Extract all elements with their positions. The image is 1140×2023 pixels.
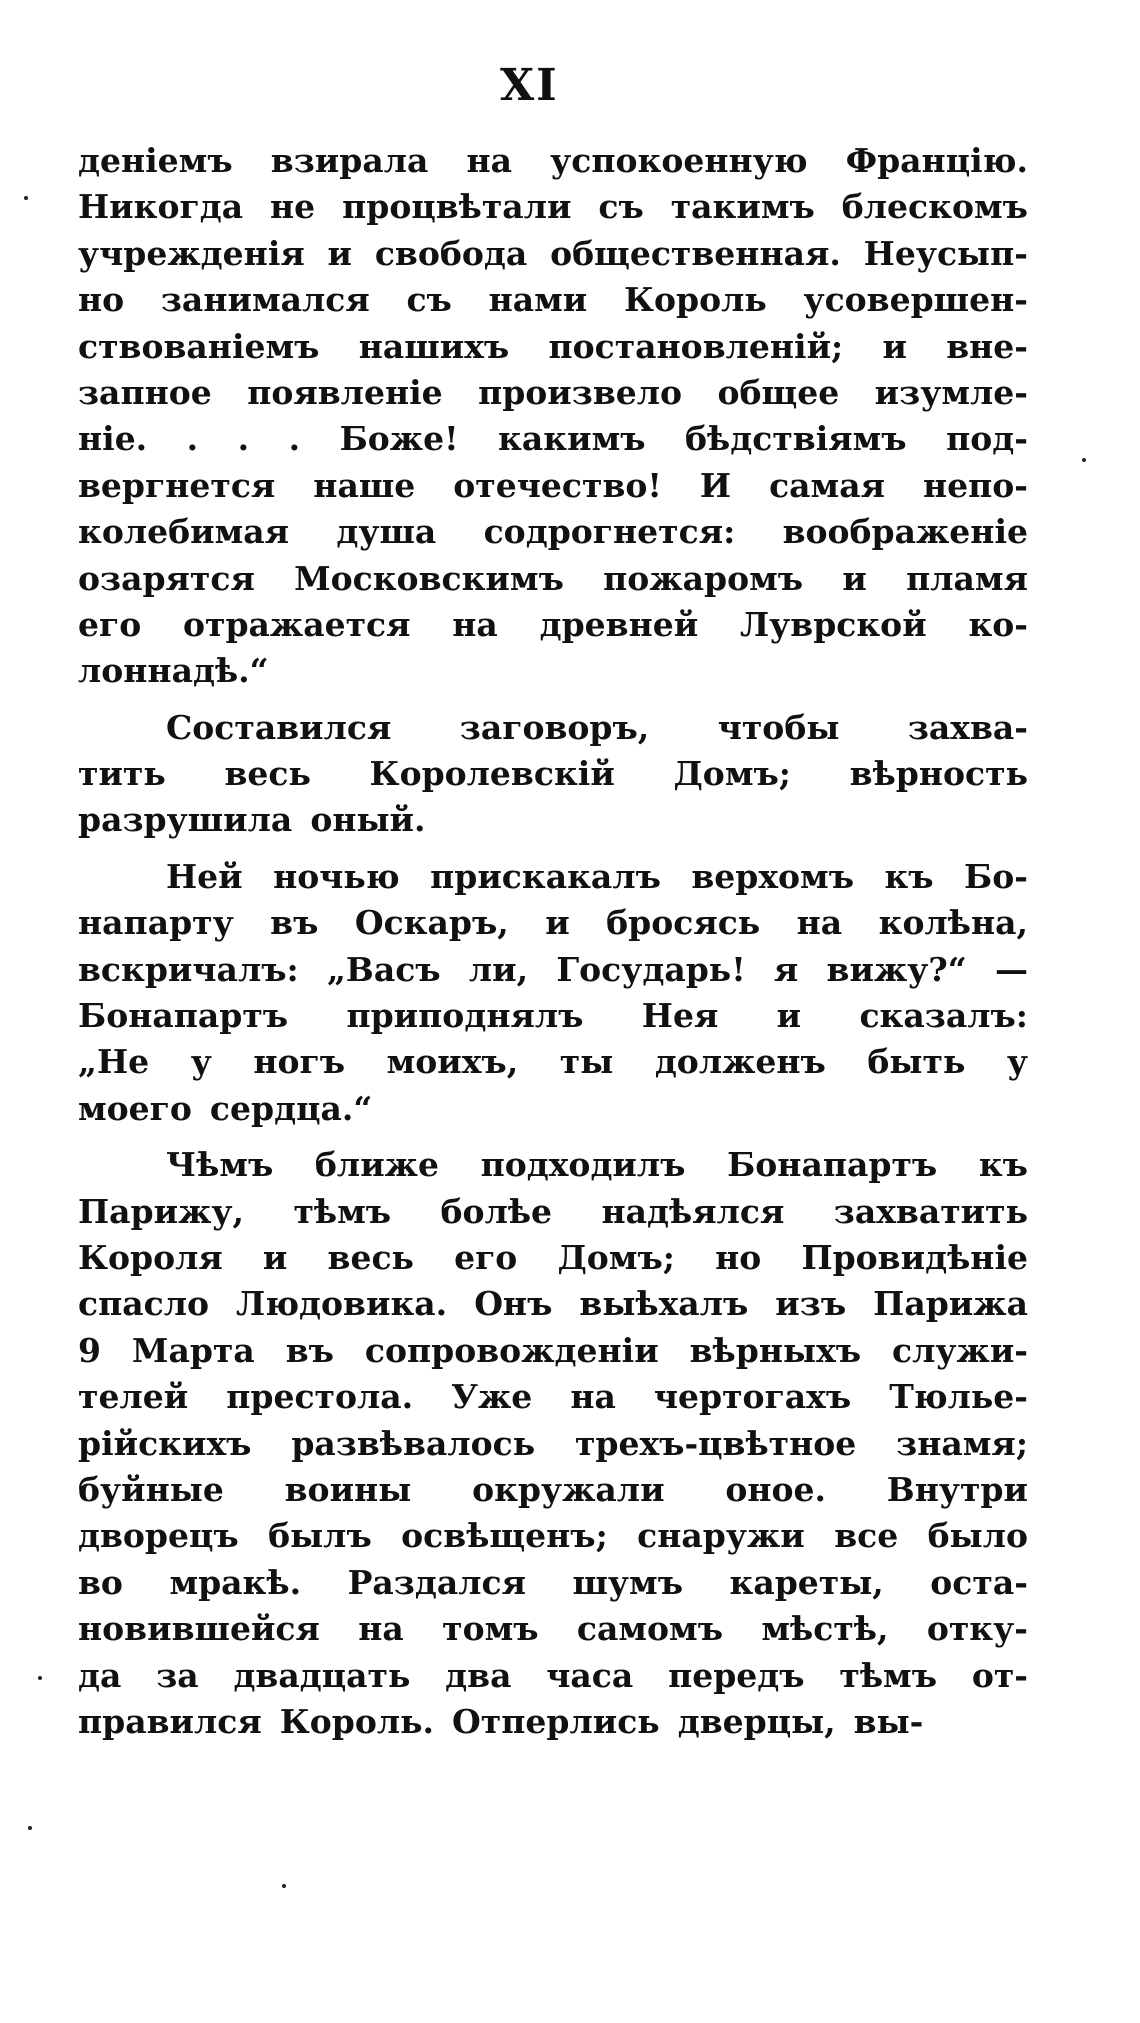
text-line: тить весь Королевскій Домъ; вѣрность	[78, 754, 1028, 794]
text-line: 9 Марта въ сопровожденіи вѣрныхъ служи-	[78, 1330, 1028, 1370]
text-line: Составился заговоръ, чтобы захва-	[166, 707, 1028, 747]
text-line: но занимался съ нами Король усовершен-	[78, 280, 1028, 320]
paragraph	[78, 705, 1028, 844]
text-line: буйные воины окружали оное. Внутри	[78, 1469, 1028, 1509]
text-column	[78, 138, 1028, 1745]
text-line: вергнется наше отечество! И самая непо-	[78, 465, 1028, 505]
text-line: ніе. . . . Боже! какимъ бѣдствіямъ под-	[78, 419, 1028, 459]
text-line: Ней ночью прискакалъ верхомъ къ Бо-	[166, 856, 1028, 896]
text-line: колебимая душа содрогнется: воображеніе	[78, 512, 1028, 552]
text-line: новившейся на томъ самомъ мѣстѣ, отку-	[78, 1609, 1028, 1649]
paragraph-gap	[78, 844, 1028, 854]
text-line: рійскихъ развѣвалось трехъ-цвѣтное знамя;	[78, 1423, 1028, 1463]
text-line: дворецъ былъ освѣщенъ; снаружи все было	[78, 1516, 1028, 1556]
text-line: деніемъ взирала на успокоенную Францію.	[78, 141, 1028, 180]
print-speck	[24, 196, 28, 200]
text-line: вскричалъ: „Васъ ли, Государь! я вижу?“ —	[78, 949, 1028, 989]
text-line: лоннадѣ.“	[78, 651, 269, 691]
text-line: спасло Людовика. Онъ выѣхалъ изъ Парижа	[78, 1284, 1028, 1324]
paragraph-gap	[78, 1132, 1028, 1142]
text-line: ствованіемъ нашихъ постановленій; и вне-	[78, 326, 1028, 366]
text-line: разрушила оный.	[78, 800, 426, 840]
text-line: правился Король. Отперлись дверцы, вы-	[78, 1701, 924, 1741]
text-line: моего сердца.“	[78, 1088, 373, 1128]
text-line: напарту въ Оскаръ, и бросясь на колѣна,	[78, 903, 1028, 943]
text-line: Никогда не процвѣтали съ такимъ блескомъ	[78, 187, 1028, 227]
print-speck	[282, 1884, 286, 1888]
text-line: да за двадцать два часа передъ тѣмъ от-	[78, 1655, 1028, 1695]
text-line: Парижу, тѣмъ болѣе надѣялся захватить	[78, 1191, 1028, 1231]
paragraph	[78, 1142, 1028, 1745]
text-line: озарятся Московскимъ пожаромъ и пламя	[78, 558, 1028, 598]
paragraph-gap	[78, 695, 1028, 705]
text-line: Короля и весь его Домъ; но Провидѣніе	[78, 1237, 1028, 1277]
print-speck	[38, 1676, 42, 1680]
paragraph	[78, 854, 1028, 1132]
text-line: Чѣмъ ближе подходилъ Бонапартъ къ	[166, 1145, 1028, 1185]
print-speck	[1082, 458, 1086, 462]
text-line: во мракѣ. Раздался шумъ кареты, оста-	[78, 1562, 1028, 1602]
text-line: его отражается на древней Луврской ко-	[78, 604, 1028, 644]
text-line: „Не у ногъ моихъ, ты долженъ быть у	[78, 1042, 1028, 1082]
page-number: XI	[500, 60, 559, 111]
text-line: учрежденія и свобода общественная. Неусып-	[78, 233, 1028, 273]
text-line: Бонапартъ приподнялъ Нея и сказалъ:	[78, 996, 1028, 1036]
print-speck	[28, 1826, 32, 1830]
text-line: телей престола. Уже на чертогахъ Тюлье-	[78, 1377, 1028, 1417]
paragraph	[78, 138, 1028, 695]
text-line: запное появленіе произвело общее изумле-	[78, 372, 1028, 412]
